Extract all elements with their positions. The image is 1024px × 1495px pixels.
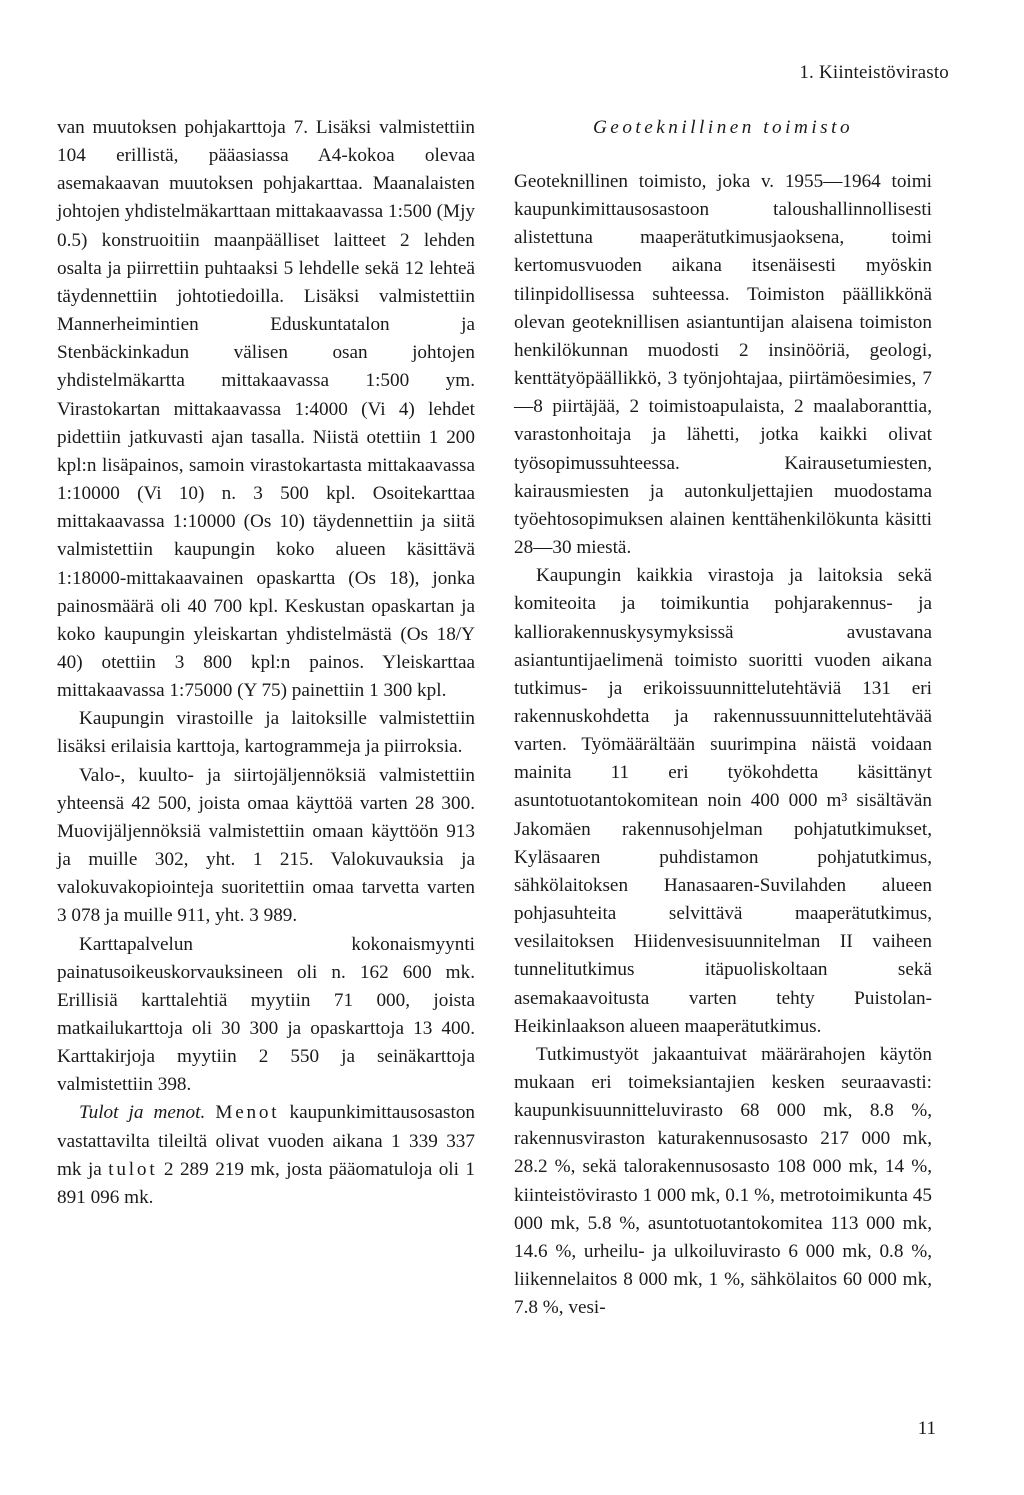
paragraph-text: 2 289 219 mk, josta pääomatuloja oli 1 891 096 mk.: [57, 1158, 475, 1208]
paragraph: Kaupungin virastoille ja laitoksille valmistettiin lisäksi erilaisia karttoja, kartogrammeja ja piirroksia.: [57, 708, 475, 758]
page-number: 11: [917, 1418, 936, 1439]
paragraph: Karttapalvelun kokonaismyynti painatusoikeuskorvauksineen oli n. 162 600 mk. Erillisiä karttalehtiä myytiin 71 000, joista matkailukarttoja oli 30 300 ja opaskarttoja 13 400. Karttakirjoja myytiin 2 550 ja seinäkarttoja valmistettiin 398.: [57, 933, 475, 1096]
right-column: [514, 114, 932, 1322]
section-heading: Geoteknillinen toimisto: [592, 117, 854, 138]
running-head: 1. Kiinteistövirasto: [799, 62, 949, 83]
spaced-word: tulot: [108, 1158, 158, 1180]
paragraph: van muutoksen pohjakarttoja 7. Lisäksi valmistettiin 104 erillistä, pääasiassa A4-kokoa olevaa asemakaavan muutoksen pohjakarttaa. Maanalaisten johtojen yhdistelmäkarttaan mittakaavassa 1:500 (Mjy 0.5) konstruoitiin maanpäälliset laitteet 2 lehden osalta ja piirrettiin puhtaaksi 5 lehdelle sekä 12 lehteä täydennettiin johtotiedoilla. Lisäksi valmistettiin Mannerheimintien Eduskuntatalon ja Stenbäckinkadun välisen osan johtojen yhdistelmäkartta mittakaavassa 1:500 ym. Virastokartan mittakaavassa 1:4000 (Vi 4) lehdet pidettiin jatkuvasti ajan tasalla. Niistä otettiin 1 200 kpl:n lisäpainos, samoin virastokartasta mittakaavassa 1:10000 (Vi 10) n. 3 500 kpl. Osoitekarttaa mittakaavassa 1:10000 (Os 10) täydennettiin ja siitä valmistettiin kaupungin koko alueen käsittävä 1:18000-mittakaavainen opaskartta (Os 18), jonka painosmäärä oli 40 700 kpl. Keskustan opaskartan ja koko kaupungin yleiskartan yhdistelmästä (Os 18/Y 40) otettiin 3 800 kpl:n painos. Yleiskarttaa mittakaavassa 1:75000 (Y 75) painettiin 1 300 kpl.: [57, 117, 475, 702]
paragraph-income-expenses: [57, 1099, 475, 1212]
paragraph: Tutkimustyöt jakaantuivat määrärahojen käytön mukaan eri toimeksiantajien kesken seuraavasti: kaupunkisuunnitteluvirasto 68 000 mk, 8.8 %, rakennusviraston katurakennusosasto 217 000 mk, 28.2 %, sekä talorakennusosasto 108 000 mk, 14 %, kiinteistövirasto 1 000 mk, 0.1 %, metrotoimikunta 45 000 mk, 5.8 %, asuntotuotantokomitea 113 000 mk, 14.6 %, urheilu- ja ulkoiluvirasto 6 000 mk, 0.8 %, liikennelaitos 8 000 mk, 1 %, sähkölaitos 60 000 mk, 7.8 %, vesi-: [514, 1043, 932, 1319]
paragraph-text: kaupunkimittausosaston vastattavilta tileiltä olivat vuoden aikana 1 339 337 mk ja: [57, 1102, 476, 1180]
left-column: [57, 114, 475, 1212]
paragraph: Valo-, kuulto- ja siirtojäljennöksiä valmistettiin yhteensä 42 500, joista omaa käyttöä varten 28 300. Muovijäljennöksiä valmistettiin omaan käyttöön 913 ja muille 302, yht. 1 215. Valokuvauksia ja valokuvakopiointeja suoritettiin omaa tarvetta varten 3 078 ja muille 911, yht. 3 989.: [57, 764, 475, 927]
spaced-word: Menot: [215, 1102, 280, 1124]
paragraph: Kaupungin kaikkia virastoja ja laitoksia sekä komiteoita ja toimikuntia pohjarakennus- ja kalliorakennuskysymyksissä avustavana asiantuntijaelimenä toimisto suoritti vuoden aikana tutkimus- ja erikoissuunnittelutehtäviä 131 eri rakennuskohdetta ja rakennussuunnittelutehtävää varten. Työmäärältään suurimpina näistä voidaan mainita 11 eri työkohdetta käsittänyt asuntotuotantokomitean noin 400 000 m³ sisältävän Jakomäen rakennusohjelman pohjatutkimukset, Kyläsaaren puhdistamon pohjatutkimus, sähkölaitoksen Hanasaaren-Suvilahden alueen pohjasuhteita selvittävä maaperätutkimus, vesilaitoksen Hiidenvesisuunnitelman II vaiheen tunnelitutkimus itäpuoliskoltaan sekä asemakaavoitusta varten tehty Puistolan-Heikinlaakson alueen maaperätutkimus.: [514, 565, 932, 1037]
inline-heading: Tulot ja menot.: [79, 1102, 206, 1124]
paragraph: Geoteknillinen toimisto, joka v. 1955—1964 toimi kaupunkimittausosastoon taloushallinnollisesti alistettuna maaperätutkimusjaoksena, toimi kertomusvuoden aikana itsenäisesti myöskin tilinpidollisessa suhteessa. Toimiston päällikkönä olevan geoteknillisen asiantuntijan alaisena toimiston henkilökunnan muodosti 2 insinööriä, geologi, kenttätyöpäällikkö, 3 työnjohtajaa, piirtämöesimies, 7—8 piirtäjää, 2 toimistoapulaista, 2 maalaboranttia, varastonhoitaja ja lähetti, jotka kaikki olivat työsopimussuhteessa. Kairausetumiesten, kairausmiesten ja autonkuljettajien muodostama työehtosopimuksen alainen kenttähenkilökunta käsitti 28—30 miestä.: [514, 171, 932, 559]
